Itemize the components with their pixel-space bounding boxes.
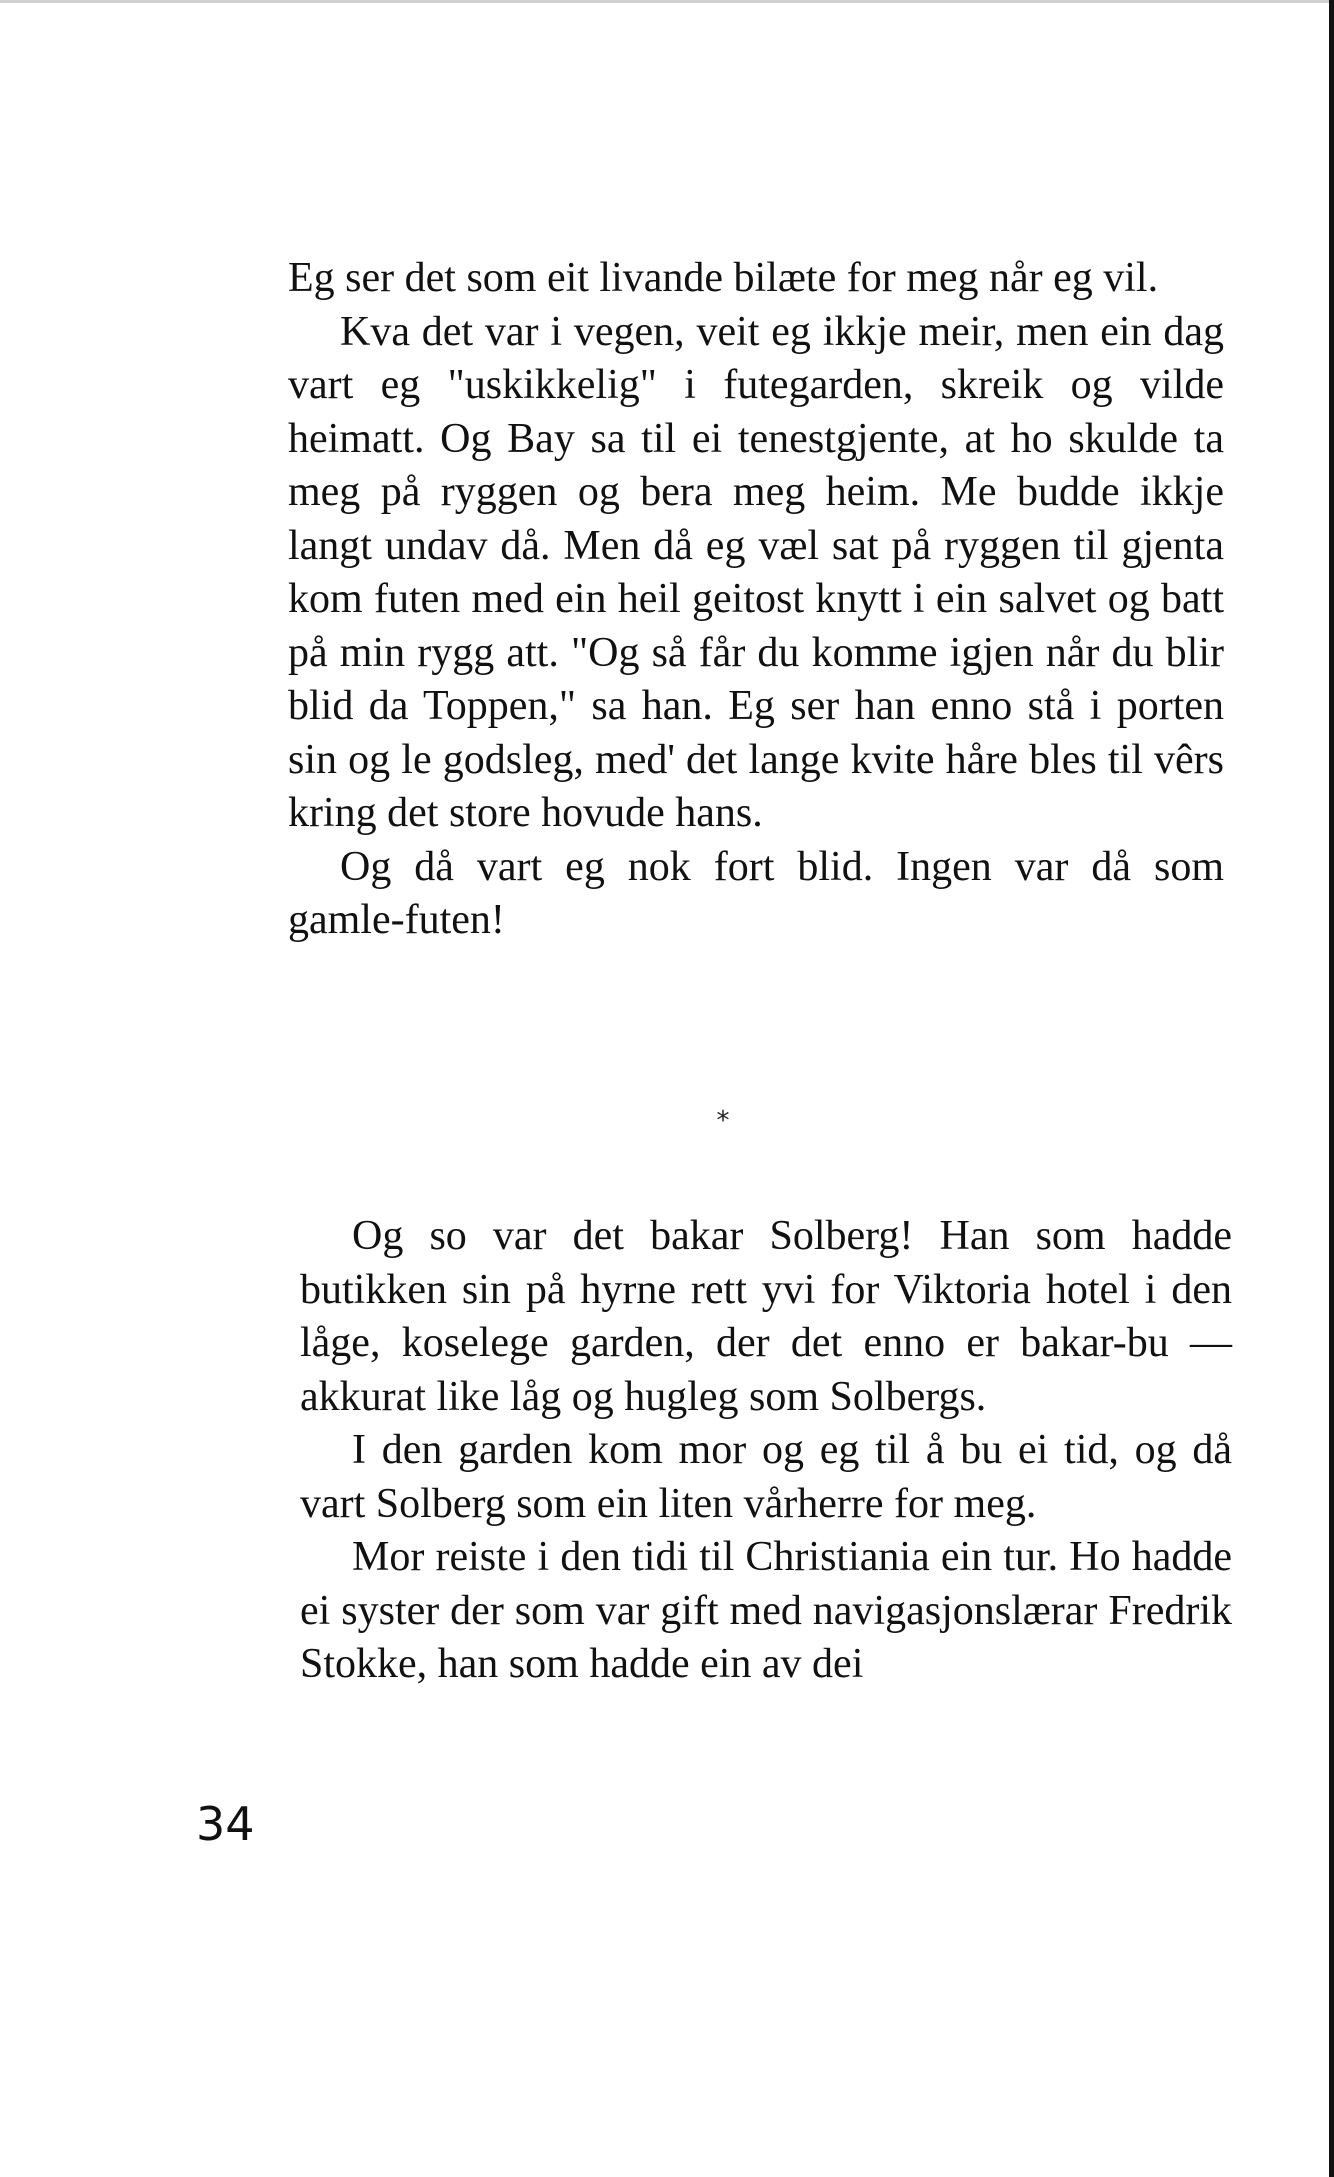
paragraph: Og so var det bakar Solberg! Han som hadde butikken sin på hyrne rett yvi for Viktoria hotel i den låge, koselege garden, der det enno er bakar-bu — akkurat like låg og hugleg som Solbergs.: [300, 1213, 1232, 1420]
paragraph: Mor reiste i den tidi til Christiania ein tur. Ho hadde ei syster der som var gift med navigasjonslærar Fredrik Stokke, han som hadde ein av dei: [300, 1534, 1232, 1687]
paragraph: Eg ser det som eit livande bilæte for meg når eg vil.: [288, 255, 1159, 301]
page-number: 34: [196, 1797, 255, 1851]
paragraph: I den garden kom mor og eg til å bu ei tid, og då vart Solberg som ein liten vårherre for meg.: [300, 1427, 1232, 1527]
section-separator: *: [716, 1106, 730, 1136]
section-2-text: [300, 1210, 1232, 1692]
section-1-text: [288, 252, 1224, 948]
paragraph: Kva det var i vegen, veit eg ikkje meir, men ein dag vart eg "uskikkelig" i futegarden, skreik og vilde heimatt. Og Bay sa til ei tenestgjente, at ho skulde ta meg på ryggen og bera meg heim. Me budde ikkje langt undav då. Men då eg væl sat på ryggen til gjenta kom futen med ein heil geitost knytt i ein salvet og batt på min rygg att. "Og så får du komme igjen når du blir blid da Toppen," sa han. Eg ser han enno stå i porten sin og le godsleg, med' det lange kvite håre bles til vêrs kring det store hovude hans.: [288, 308, 1224, 836]
paragraph: Og då vart eg nok fort blid. Ingen var då som gamle-futen!: [288, 843, 1224, 943]
page-top-edge: [0, 0, 1329, 3]
